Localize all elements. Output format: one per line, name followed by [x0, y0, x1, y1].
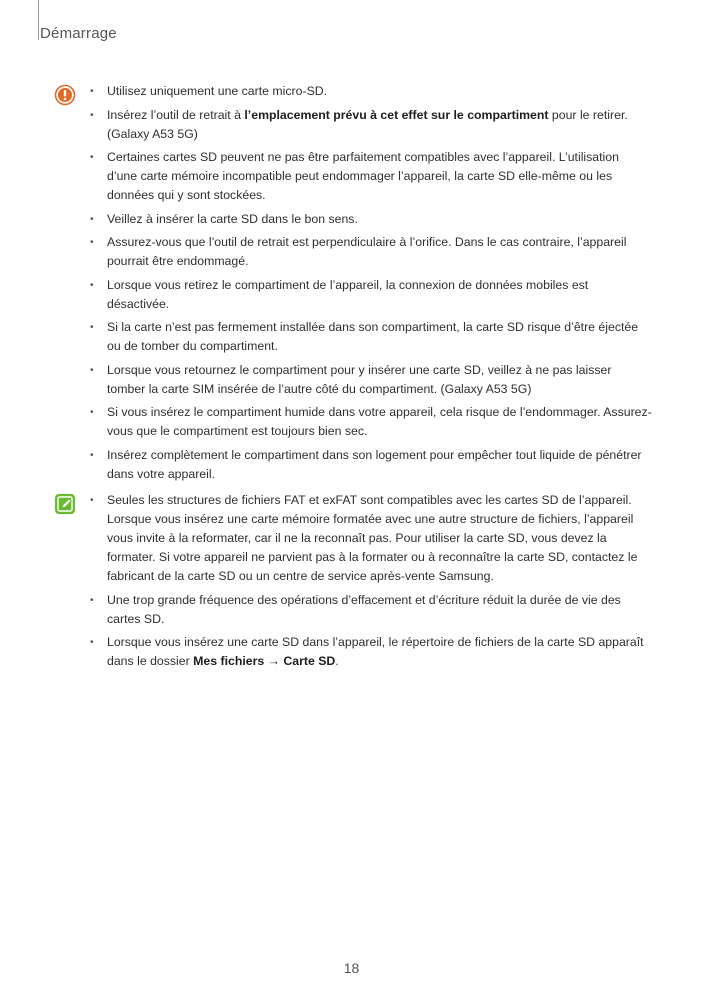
list-item: • Si vous insérez le compartiment humide dans votre appareil, cela risque de l’endommager. Assurez-vous que le compartiment est toujours bien sec.	[90, 403, 652, 441]
page-number: 18	[343, 960, 360, 976]
exclamation-circle-icon	[54, 84, 76, 106]
list-item: • Assurez-vous que l’outil de retrait est perpendiculaire à l’orifice. Dans le cas contraire, l’appareil pourrait être endommagé.	[90, 233, 652, 271]
list-item: • Une trop grande fréquence des opérations d’effacement et d’écriture réduit la durée de vie des cartes SD.	[90, 591, 652, 629]
list-item: • Certaines cartes SD peuvent ne pas être parfaitement compatibles avec l’appareil. L’utilisation d’une carte mémoire incompatible peut endommager l’appareil, la carte SD elle-même ou les données qui y sont stockées.	[90, 148, 652, 205]
list-item: • Lorsque vous retournez le compartiment pour y insérer une carte SD, veillez à ne pas laisser tomber la carte SIM insérée de l’autre côté du compartiment. (Galaxy A53 5G)	[90, 361, 652, 399]
folder-name: Carte SD	[283, 654, 336, 668]
warning-list	[90, 82, 652, 488]
list-item: • Lorsque vous insérez une carte SD dans l’appareil, le répertoire de fichiers de la carte SD apparaît dans le dossier Mes fichiers → Carte SD.	[90, 633, 652, 671]
list-item: • Insérez l’outil de retrait à l’emplacement prévu à cet effet sur le compartiment pour le retirer. (Galaxy A53 5G)	[90, 106, 652, 144]
bold-text: l’emplacement prévu à cet effet sur le compartiment	[244, 107, 549, 122]
section-title: Démarrage	[40, 25, 117, 42]
list-item: • Utilisez uniquement une carte micro-SD.	[90, 82, 652, 101]
header-rule	[38, 0, 39, 40]
list-item: • Lorsque vous retirez le compartiment de l’appareil, la connexion de données mobiles est désactivée.	[90, 276, 652, 314]
note-list	[90, 491, 652, 676]
pencil-note-icon	[54, 493, 76, 515]
list-item: • Insérez complètement le compartiment dans son logement pour empêcher tout liquide de pénétrer dans votre appareil.	[90, 446, 652, 484]
list-item: • Veillez à insérer la carte SD dans le bon sens.	[90, 210, 652, 229]
folder-name: Mes fichiers	[193, 654, 265, 668]
list-item: • Si la carte n’est pas fermement installée dans son compartiment, la carte SD risque d’être éjectée ou de tomber du compartiment.	[90, 318, 652, 356]
list-item: • Seules les structures de fichiers FAT et exFAT sont compatibles avec les cartes SD de l’appareil. Lorsque vous insérez une carte mémoire formatée avec une autre structure de fichiers, l’appareil vous invite à la reformater, car il ne la reconnaît pas. Pour utiliser la carte SD, vous devez la formater. Si votre appareil ne parvient pas à la formater ou à reconnaître la carte SD, contactez le fabricant de la carte SD ou un centre de service après-vente Samsung.	[90, 491, 652, 586]
